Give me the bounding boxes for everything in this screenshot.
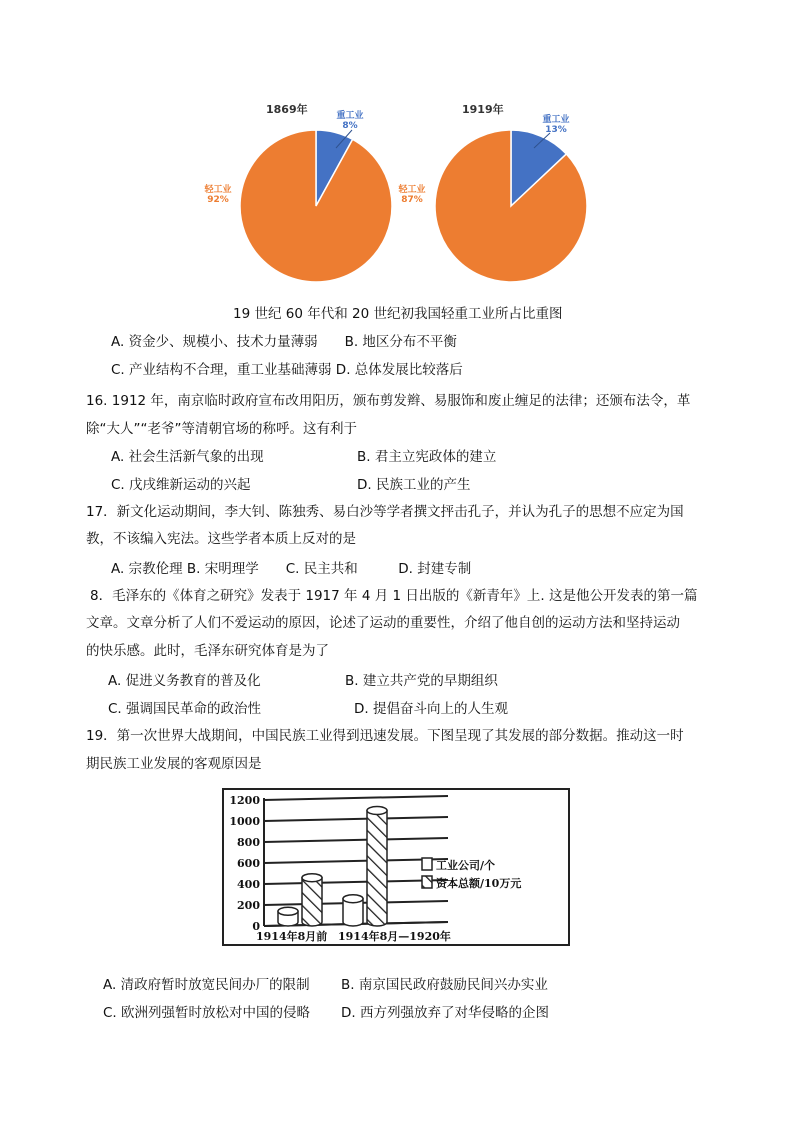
q18-option-c: C. 强调国民革命的政治性 bbox=[108, 701, 262, 717]
y-tick-label-5: 1000 bbox=[229, 815, 260, 828]
pie-1869-heavy-label: 重工业 8% bbox=[336, 111, 364, 131]
grid-line-6 bbox=[264, 796, 448, 800]
q16-option-c: C. 戊戌维新运动的兴起 bbox=[111, 477, 251, 493]
pie-chart-1919 bbox=[433, 128, 589, 284]
bar-1-series-1 bbox=[367, 811, 387, 927]
bar-0-series-0-top bbox=[278, 907, 298, 915]
q19-stem-line2: 期民族工业发展的客观原因是 bbox=[86, 756, 262, 772]
y-tick-label-1: 200 bbox=[237, 899, 260, 912]
y-tick-label-6: 1200 bbox=[229, 794, 260, 807]
pie-1919-title: 1919年 bbox=[462, 103, 504, 116]
y-tick-label-2: 400 bbox=[237, 878, 260, 891]
q18-stem-line2: 文章。文章分析了人们不爱运动的原因，论述了运动的重要性，介绍了他自创的运动方法和坚持运动 bbox=[86, 615, 680, 631]
legend-swatch-0 bbox=[422, 858, 432, 870]
q16-stem-line1: 16. 1912 年，南京临时政府宣布改用阳历，颁布剪发辫、易服饰和废止缠足的法律；还颁布法令，革 bbox=[86, 393, 691, 409]
pie-1919-light-label: 轻工业 87% bbox=[398, 185, 426, 205]
pie-1869-slice-1 bbox=[240, 130, 392, 282]
grid-line-5 bbox=[264, 817, 448, 821]
bar-1-series-0-top bbox=[343, 895, 363, 903]
legend-label-0: 工业公司/个 bbox=[436, 859, 496, 872]
q16-option-d: D. 民族工业的产生 bbox=[357, 477, 471, 493]
q17-options: A. 宗教伦理 B. 宋明理学 C. 民主共和 D. 封建专制 bbox=[111, 561, 472, 577]
q18-stem-line1: 8．毛泽东的《体育之研究》发表于 1917 年 4 月 1 日出版的《新青年》上. 这是他公开发表的第一篇 bbox=[90, 588, 698, 604]
pie-1919-leader-line bbox=[528, 130, 558, 160]
q16-option-b: B. 君主立宪政体的建立 bbox=[357, 449, 497, 465]
bar-0-series-1 bbox=[302, 878, 322, 926]
q18-stem-line3: 的快乐感。此时，毛泽东研究体育是为了 bbox=[86, 643, 329, 659]
category-label-0: 1914年8月前 bbox=[256, 930, 328, 943]
pie-1869-title: 1869年 bbox=[266, 103, 308, 116]
grid-line-4 bbox=[264, 838, 448, 842]
q15-options-row2: C. 产业结构不合理，重工业基础薄弱 D. 总体发展比较落后 bbox=[111, 362, 463, 378]
pie-1919-heavy-label: 重工业 13% bbox=[542, 115, 570, 135]
y-tick-label-0: 0 bbox=[252, 920, 260, 933]
legend-swatch-1 bbox=[422, 876, 432, 888]
q18-option-a: A. 促进义务教育的普及化 bbox=[108, 673, 261, 689]
q19-option-b: B. 南京国民政府鼓励民间兴办实业 bbox=[341, 977, 548, 993]
q16-stem-line2: 除“大人”“老爷”等清朝官场的称呼。这有利于 bbox=[86, 421, 357, 437]
bar-1-series-1-top bbox=[367, 807, 387, 815]
q15-options-row1: A. 资金少、规模小、技术力量薄弱 B. 地区分布不平衡 bbox=[111, 334, 457, 350]
q19-option-d: D. 西方列强放弃了对华侵略的企图 bbox=[341, 1005, 549, 1021]
legend-label-1: 资本总额/10万元 bbox=[436, 877, 522, 890]
q18-option-d: D. 提倡奋斗向上的人生观 bbox=[354, 701, 508, 717]
bar-0-series-1-top bbox=[302, 874, 322, 882]
q18-option-b: B. 建立共产党的早期组织 bbox=[345, 673, 498, 689]
category-label-1: 1914年8月—1920年 bbox=[338, 930, 451, 943]
pie-chart-1869 bbox=[238, 128, 394, 284]
y-tick-label-4: 800 bbox=[237, 836, 260, 849]
pie-caption: 19 世纪 60 年代和 20 世纪初我国轻重工业所占比重图 bbox=[233, 306, 563, 322]
q19-option-a: A. 清政府暂时放宽民间办厂的限制 bbox=[103, 977, 310, 993]
q17-stem-line2: 教，不该编入宪法。这些学者本质上反对的是 bbox=[86, 531, 356, 547]
grid-line-3 bbox=[264, 859, 448, 863]
bar-chart bbox=[222, 788, 570, 946]
grid-line-2 bbox=[264, 880, 448, 884]
pie-1869-light-label: 轻工业 92% bbox=[204, 185, 232, 205]
q19-option-c: C. 欧洲列强暂时放松对中国的侵略 bbox=[103, 1005, 311, 1021]
pie-1869-leader-line bbox=[330, 126, 360, 156]
q17-stem-line1: 17．新文化运动期间，李大钊、陈独秀、易白沙等学者撰文抨击孔子，并认为孔子的思想不应定为国 bbox=[86, 504, 684, 520]
q19-stem-line1: 19．第一次世界大战期间，中国民族工业得到迅速发展。下图呈现了其发展的部分数据。推动这一时 bbox=[86, 728, 684, 744]
y-tick-label-3: 600 bbox=[237, 857, 260, 870]
q16-option-a: A. 社会生活新气象的出现 bbox=[111, 449, 264, 465]
